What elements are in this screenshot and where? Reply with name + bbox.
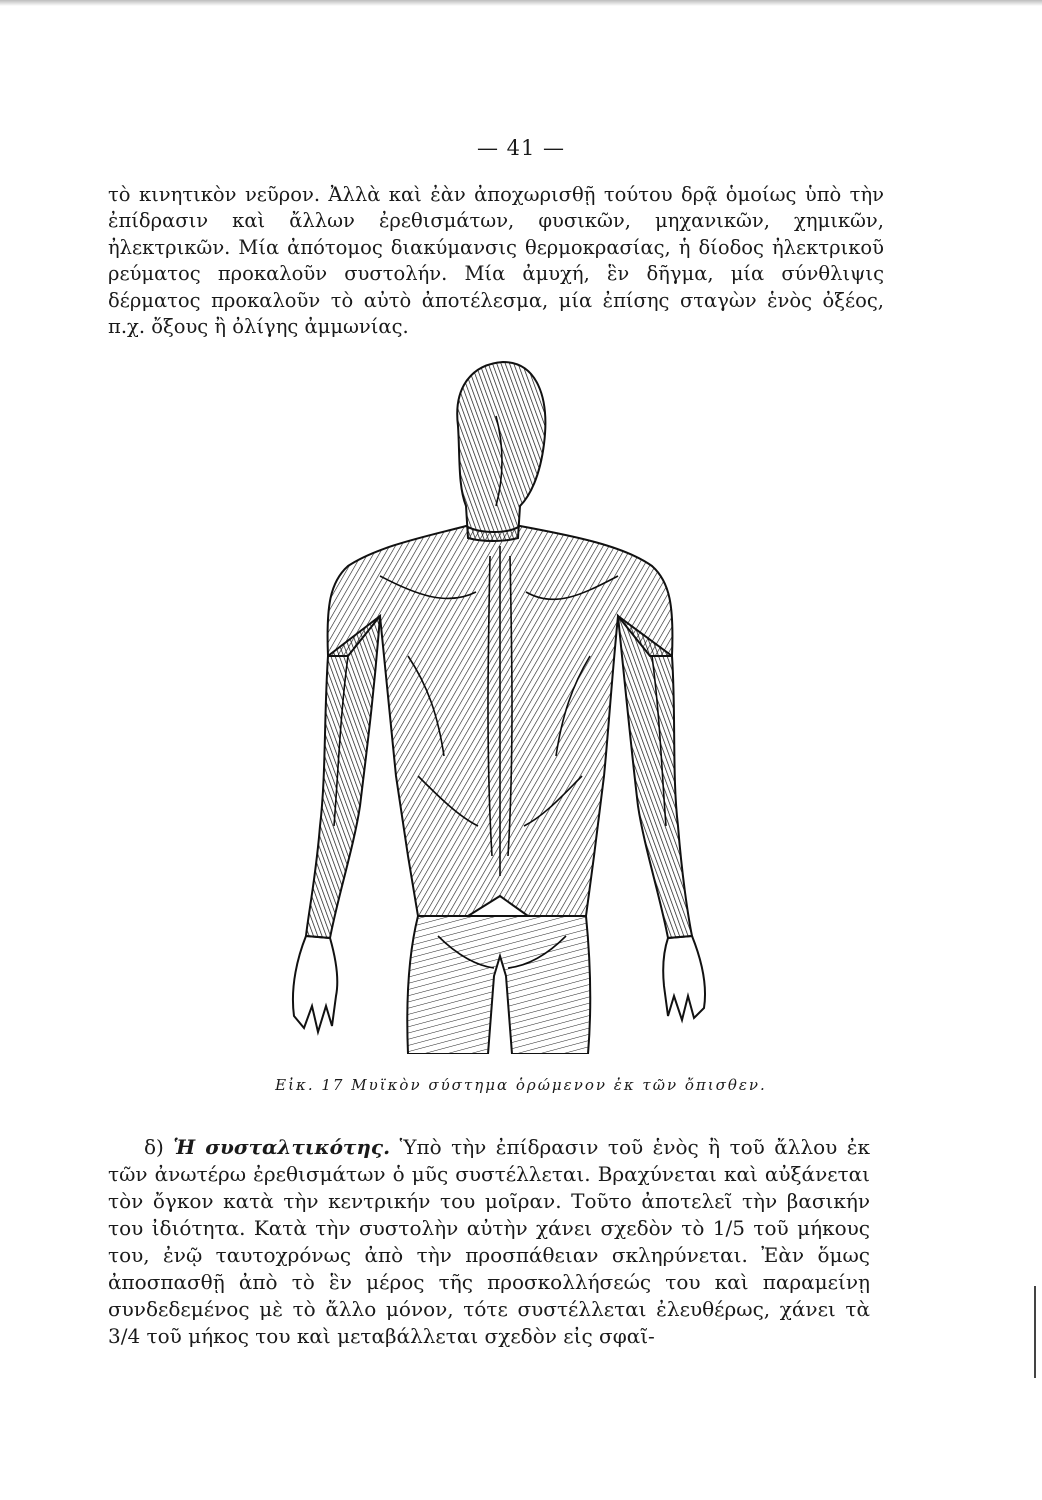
scan-top-edge (0, 0, 1042, 6)
torso-outline (293, 362, 705, 1054)
page-number: — 41 — (476, 136, 566, 160)
muscular-system-figure (268, 356, 738, 1054)
margin-mark (1034, 1286, 1036, 1378)
paragraph-contractility (108, 1134, 870, 1350)
section-marker: δ) (144, 1135, 164, 1159)
figure-caption: Εἰκ. 17 Μυϊκὸν σύστημα ὁρώμενον ἐκ τῶν ὄπισθεν. (275, 1076, 767, 1094)
paragraph-intro: τὸ κινητικὸν νεῦρον. Ἀλλὰ καὶ ἐὰν ἀποχωρισθῇ τούτου δρᾷ ὁμοίως ὑπὸ τὴν ἐπίδρασιν καὶ ἄλλων ἐρεθισμάτων, φυσικῶν, μηχανικῶν, χημικῶν, ἠλεκτρικῶν. Μία ἀπότομος διακύμανσις θερμοκρασίας, ἡ δίοδος ἠλεκτρικοῦ ρεύματος προκαλοῦν συστολήν. Μία ἀμυχή, ἓν δῆγμα, μία σύνθλιψις δέρματος προκαλοῦν τὸ αὐτὸ ἀποτέλεσμα, μία ἐπίσης σταγὼν ἑνὸς ὀξέος, π.χ. ὄξους ἢ ὀλίγης ἀμμωνίας. (108, 183, 884, 339)
paragraph-contractility-text: Ὑπὸ τὴν ἐπίδρασιν τοῦ ἑνὸς ἢ τοῦ ἄλλου ἐκ τῶν ἀνωτέρω ἐρεθισμάτων ὁ μῦς συστέλλεται. Βραχύνεται καὶ αὐξάνεται τὸν ὄγκον κατὰ τὴν κεντρικήν του μοῖραν. Τοῦτο ἀποτελεῖ τὴν βασικήν του ἰδιότητα. Κατὰ τὴν συστολὴν αὐτὴν χάνει σχεδὸν τὸ 1/5 τοῦ μήκους του, ἐνῷ ταυτοχρόνως ἀπὸ τὴν προσπάθειαν σκληρύνεται. Ἐὰν ὅμως ἀποσπασθῇ ἀπὸ τὸ ἓν μέρος τῆς προσκολλήσεώς του καὶ παραμείνῃ συνδεδεμένος μὲ τὸ ἄλλο μόνον, τότε συστέλλεται ἐλευθέρως, χάνει τὰ 3/4 τοῦ μήκος του καὶ μεταβάλλεται σχεδὸν εἰς σφαῖ- (108, 1135, 870, 1348)
section-heading: Ἡ συσταλτικότης. (173, 1135, 391, 1159)
